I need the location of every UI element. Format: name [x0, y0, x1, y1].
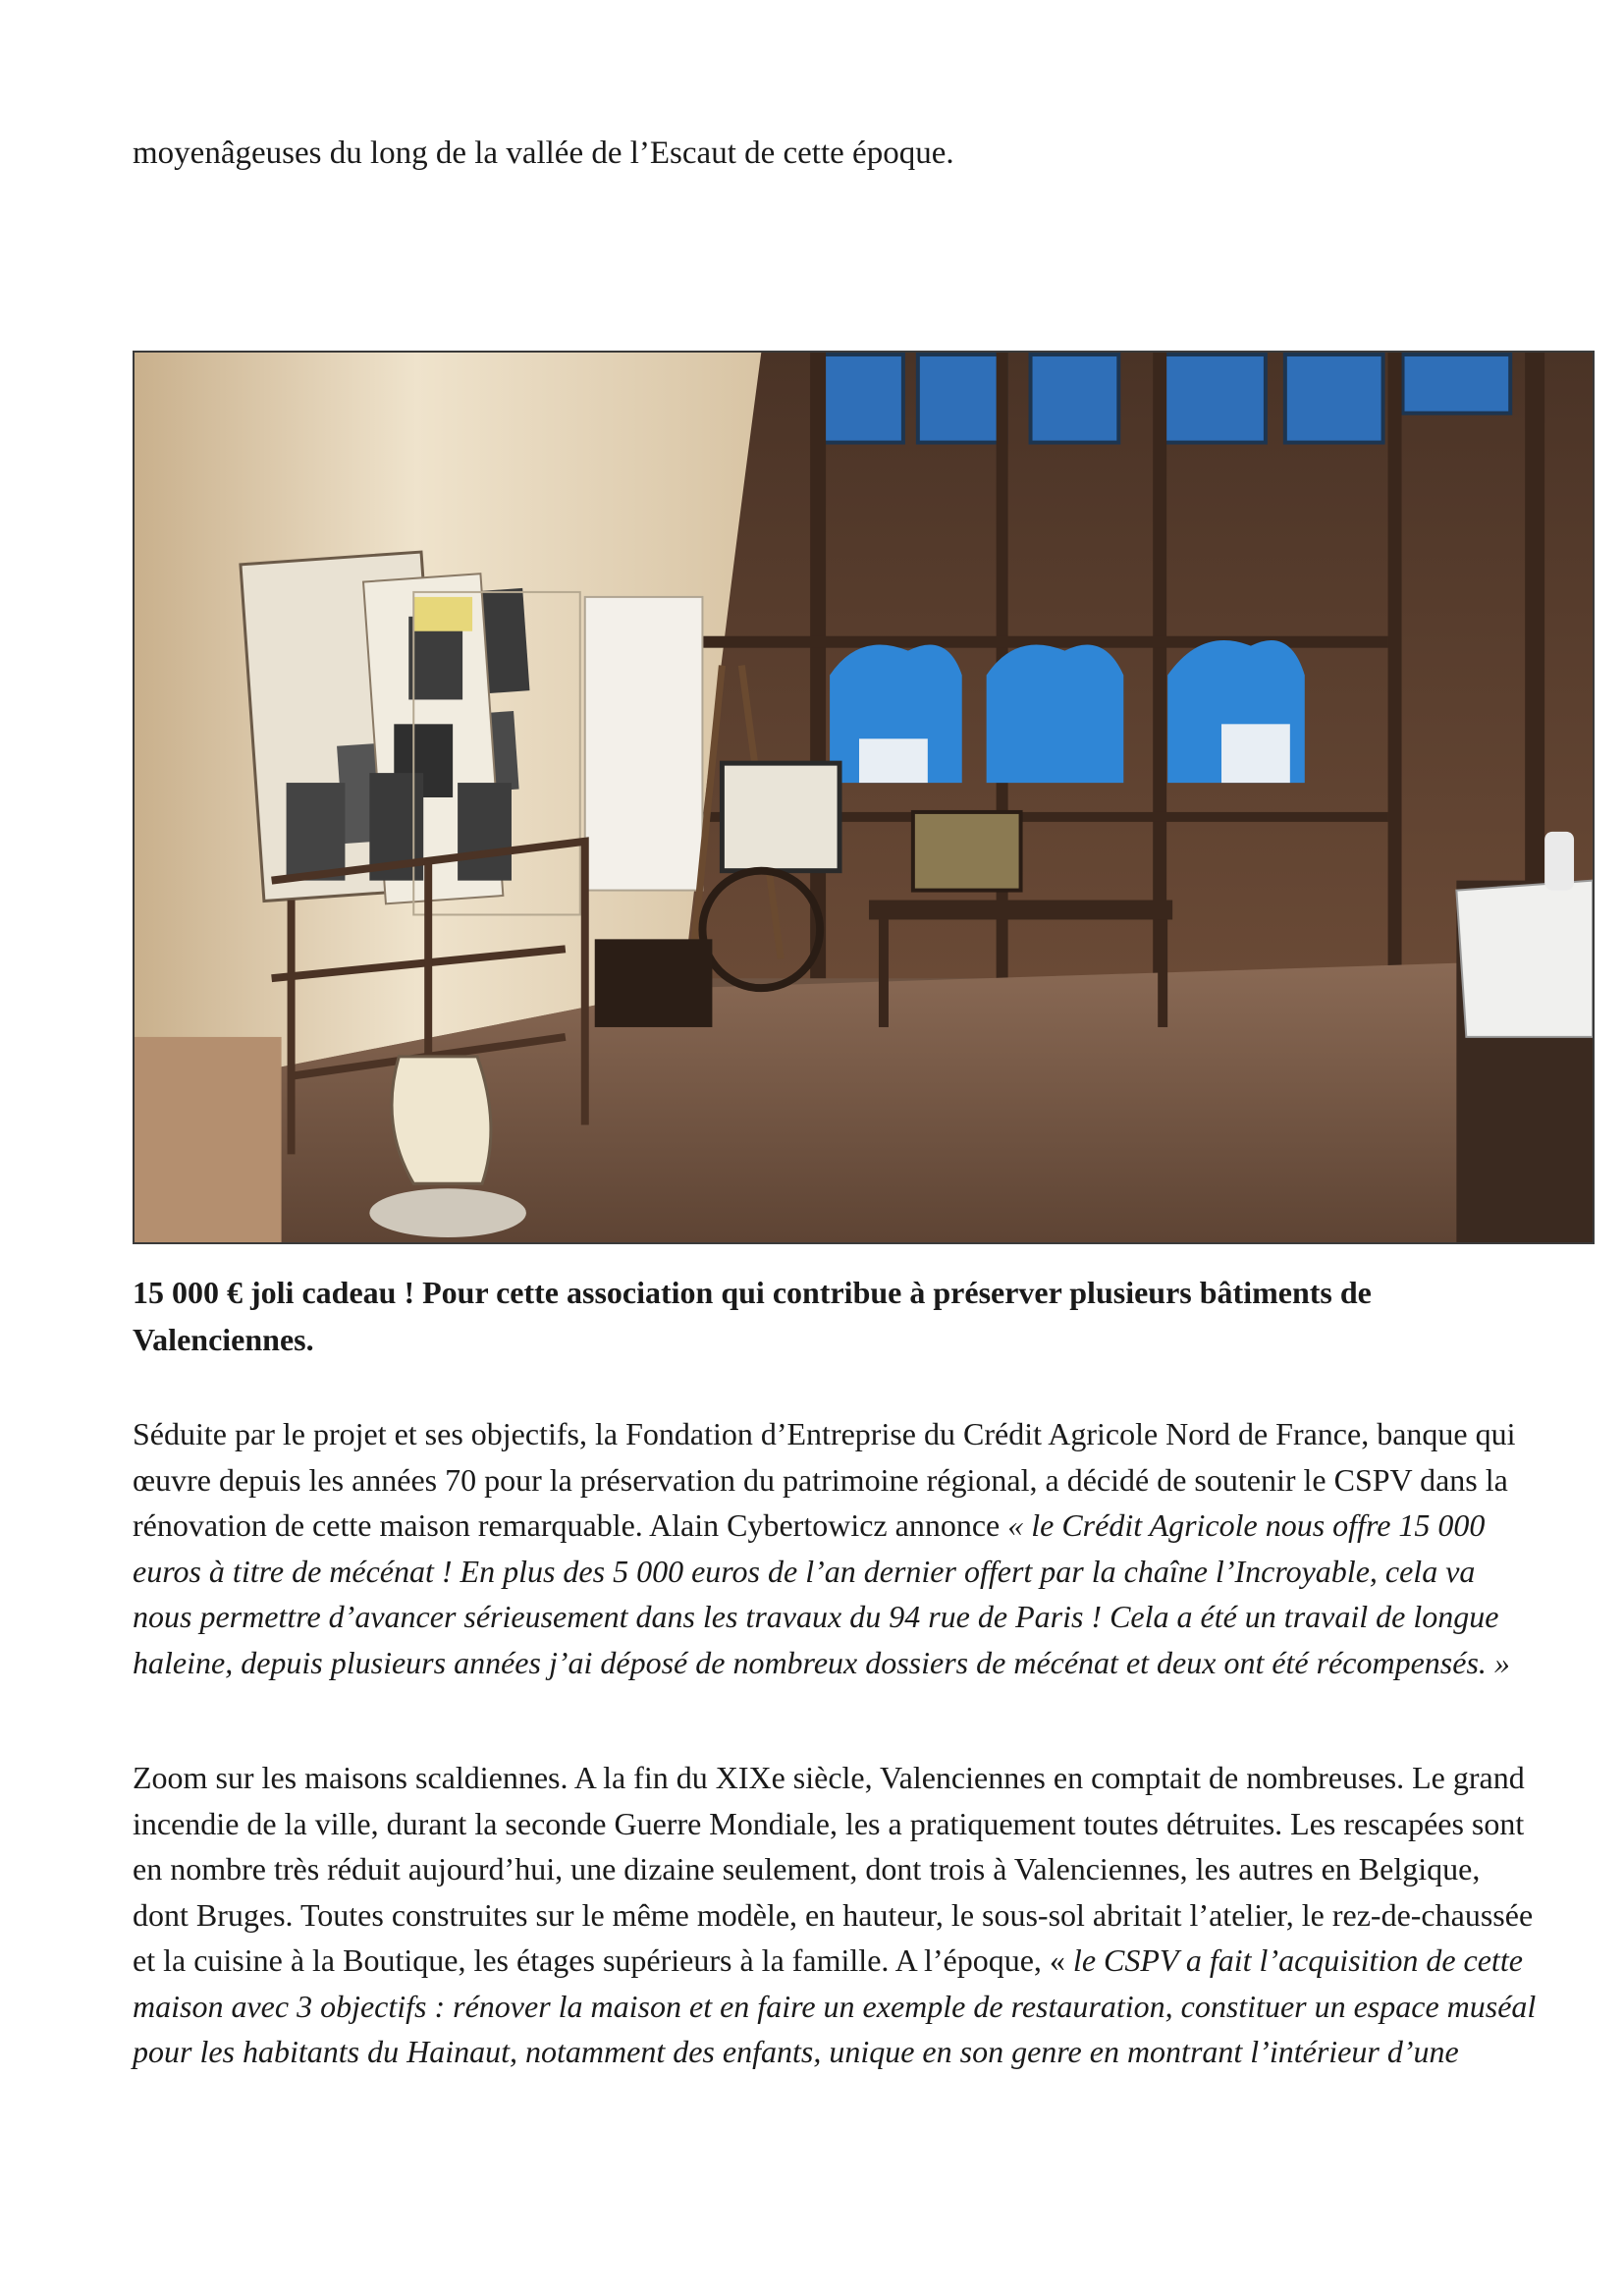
paragraph2-quote: le CSPV a fait l’acquisition de cette maison avec 3 objectifs : rénover la maison et en faire un exemple de restauration, constituer un espace muséal pour les habitants du Hainaut, notamment des enfants, unique en son genre en montrant l’intérieur d’une — [133, 1942, 1537, 2069]
photo-illustration — [135, 353, 1593, 1242]
photo-caption: 15 000 € joli cadeau ! Pour cette association qui contribue à préserver plusieurs bâtiments de Valenciennes. — [133, 1275, 1372, 1357]
museum-room-photo — [133, 351, 1595, 1244]
continuation-line: moyenâgeuses du long de la vallée de l’Escaut de cette époque. — [133, 136, 954, 171]
paragraph-maisons-scaldiennes — [133, 1755, 1537, 2075]
paragraph1-quote: « le Crédit Agricole nous offre 15 000 euros à titre de mécénat ! En plus des 5 000 euros de l’an dernier offert par la chaîne l’Incroyable, cela va nous permettre d’avancer sérieusement dans les travaux du 94 rue de Paris ! Cela a été un travail de longue haleine, depuis plusieurs années j’ai déposé de nombreux dossiers de mécénat et deux ont été récompensés. » — [133, 1507, 1510, 1680]
paragraph-credit-agricole — [133, 1411, 1537, 1685]
paragraph1-text: Séduite par le projet et ses objectifs, la Fondation d’Entreprise du Crédit Agricole Nord de France, banque qui œuvre depuis les années 70 pour la préservation du patrimoine régional, a décidé de soutenir le CSPV dans la rénovation de cette maison remarquable. Alain Cybertowicz annonce — [133, 1416, 1516, 1543]
paragraph2-text: Zoom sur les maisons scaldiennes. A la fin du XIXe siècle, Valenciennes en comptait de nombreuses. Le grand incendie de la ville, durant la seconde Guerre Mondiale, les a pratiquement toutes détruites. Les rescapées sont en nombre très réduit aujourd’hui, une dizaine seulement, dont trois à Valenciennes, les autres en Belgique, dont Bruges. Toutes construites sur le même modèle, en hauteur, le sous-sol abritait l’atelier, le rez-de-chaussée et la cuisine à la Boutique, les étages supérieurs à la famille. A l’époque, « — [133, 1760, 1534, 1978]
